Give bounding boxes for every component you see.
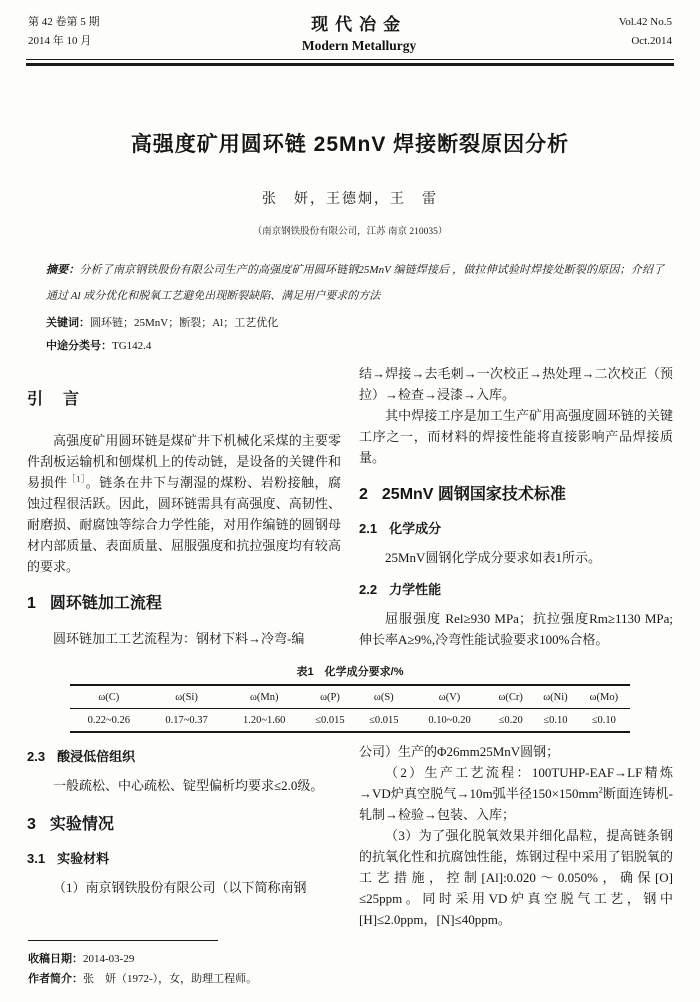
right-column-lower <box>359 741 673 930</box>
materials-item-1-paragraph: （1）南京钢铁股份有限公司（以下简称南钢 <box>53 880 307 895</box>
section-2-2-paragraph: 屈服强度 Rel≥930 MPa；抗拉强度Rm≥1130 MPa;伸长率A≥9%,冷弯性能试验要求100%合格。 <box>359 611 673 647</box>
section-2-3-heading <box>27 747 341 766</box>
volume-number-line: Vol.42 No.5 <box>618 16 672 28</box>
intro-text-a: 高强度矿用圆环链是煤矿井下机械化采煤的主要零件刮板运输机和刨煤机上的传动链，是设备的关键件和易损件 <box>27 433 341 490</box>
issue-date-line: 2014 年 10 月 <box>28 35 92 47</box>
section-1-heading <box>27 593 341 615</box>
intro-paragraph <box>27 430 341 577</box>
materials-item-2-paragraph <box>359 762 673 825</box>
section-2-1-title: 化学成分 <box>389 521 442 536</box>
header-double-rule <box>26 59 674 66</box>
footnote-rule <box>28 940 218 941</box>
journal-header <box>0 0 700 57</box>
table-value-cell: 0.22~0.26 <box>87 715 131 726</box>
table-value-cell: 0.10~0.20 <box>428 715 471 726</box>
table-header-cell: ω(Ni) <box>533 685 578 709</box>
section-2-3-number: 2.3 <box>27 749 46 764</box>
section-3-1-title: 实验材料 <box>57 851 110 866</box>
abstract-block <box>46 257 664 355</box>
author-bio-line <box>28 969 672 989</box>
table-value-cell: ≤0.10 <box>543 715 568 726</box>
keywords-label: 关键词： <box>46 317 90 329</box>
author-bio-value: 张 妍（1972-），女，助理工程师。 <box>83 973 258 985</box>
columns-lower <box>0 741 700 930</box>
materials-item-2-text-a: （2）生产工艺流程：100TUHP-EAF→LF精炼→VD炉真空脱气→10m弧半径150×150mm <box>359 765 673 801</box>
section-2-number: 2 <box>359 486 368 503</box>
table-value-cell: ≤0.015 <box>315 715 345 726</box>
chemical-composition-table <box>70 684 630 733</box>
volume-date-line: Oct.2014 <box>631 35 672 47</box>
page-footer <box>0 940 700 989</box>
table-header-cell: ω(C) <box>70 685 148 709</box>
table-value-cell: ≤0.20 <box>498 715 523 726</box>
left-column-upper <box>27 363 341 650</box>
journal-title-cn: 现代冶金 <box>311 15 408 34</box>
table-value-cell: ≤0.10 <box>591 715 616 726</box>
materials-item-2-text-b: 断面连铸机-轧制→检验→包装、入库； <box>359 786 673 822</box>
section-2-2-heading <box>359 580 673 599</box>
section-1-title: 圆环链加工流程 <box>49 595 162 612</box>
table-header-cell: ω(S) <box>357 685 411 709</box>
received-date-line <box>28 949 672 969</box>
affiliation-line: （南京钢铁股份有限公司，江苏 南京 210035） <box>252 227 448 237</box>
intro-heading: 引 言 <box>27 391 82 408</box>
left-column-lower <box>27 741 341 930</box>
table-value-cell: 1.20~1.60 <box>243 715 286 726</box>
section-2-3-paragraph: 一般疏松、中心疏松、锭型偏析均要求≤2.0级。 <box>53 778 324 793</box>
table-row <box>70 709 630 733</box>
journal-title-en: Modern Metallurgy <box>301 38 417 53</box>
abstract-text: 分析了南京钢铁股份有限公司生产的高强度矿用圆环链钢25MnV 编链焊接后 ，做拉伸试验时焊接处断裂的原因；介绍了通过 Al 成分优化和脱氧工艺避免出现断裂缺陷、满足用户要求的方法 <box>46 264 665 302</box>
section-2-title: 25MnV 圆钢国家技术标准 <box>381 486 566 503</box>
table-header-cell: ω(V) <box>411 685 489 709</box>
authors-line: 张 妍，王德炯，王 雷 <box>262 192 438 207</box>
clc-line <box>46 337 664 355</box>
section-2-2-number: 2.2 <box>359 582 378 597</box>
clc-label: 中途分类号： <box>46 340 112 352</box>
abstract-paragraph <box>46 257 664 309</box>
section-3-1-heading <box>27 849 341 868</box>
issue-volume-line: 第 42 卷第 5 期 <box>28 16 100 28</box>
table-1-caption: 表1 化学成分要求/% <box>296 666 404 678</box>
table-header-cell: ω(P) <box>303 685 357 709</box>
journal-masthead <box>302 10 416 54</box>
table-header-row <box>70 685 630 709</box>
section-2-1-paragraph: 25MnV圆钢化学成分要求如表1所示。 <box>385 550 601 565</box>
materials-item-3-paragraph: （3）为了强化脱氧效果并细化晶粒，提高链条钢的抗氧化性和抗腐蚀性能，炼钢过程中采用了铝脱氧的工艺措施，控制[Al]:0.020～0.050%，确保[O] ≤25ppm。同时采用VD炉真空脱气工艺，钢中[H]≤2.0ppm，[N]≤40ppm。 <box>359 828 673 927</box>
section-2-1-number: 2.1 <box>359 521 378 536</box>
abstract-label: 摘要： <box>46 264 80 276</box>
article-title: 高强度矿用圆环链 25MnV 焊接断裂原因分析 <box>130 133 570 156</box>
keywords-line <box>46 314 664 332</box>
table-header-cell: ω(Si) <box>148 685 226 709</box>
welding-importance-paragraph: 其中焊接工序是加工生产矿用高强度圆环链的关键工序之一，而材料的焊接性能将直接影响产品焊接质量。 <box>359 408 673 465</box>
reference-marker-1: ［1］ <box>67 473 86 484</box>
materials-item-1-continuation: 公司）生产的Φ26mm25MnV圆钢； <box>359 744 560 759</box>
clc-value: TG142.4 <box>112 340 152 352</box>
issue-info <box>28 13 100 51</box>
table-header-cell: ω(Mn) <box>225 685 303 709</box>
intro-text-b: 。链条在井下与潮湿的煤粉、岩粉接触，腐蚀过程很活跃。因此，圆环链需具有高强度、高韧性、耐磨损、耐腐蚀等综合力学性能，对用作编链的圆钢母材内部质量、表面质量、屈服强度和抗拉强度均有较高的要求。 <box>27 475 341 574</box>
superscript-2: 2 <box>598 784 603 795</box>
columns-upper <box>0 363 700 650</box>
section-2-3-title: 酸浸低倍组织 <box>57 749 136 764</box>
section-2-1-heading <box>359 519 673 538</box>
volume-info <box>619 13 672 51</box>
section-1-paragraph: 圆环链加工工艺流程为：钢材下料→冷弯-编 <box>53 631 305 646</box>
section-3-heading <box>27 814 341 836</box>
table-value-cell: 0.17~0.37 <box>165 715 208 726</box>
table-header-cell: ω(Mo) <box>578 685 630 709</box>
section-2-2-title: 力学性能 <box>389 582 442 597</box>
section-2-heading <box>359 484 673 506</box>
received-date-label: 收稿日期： <box>28 953 83 965</box>
table-value-cell: ≤0.015 <box>369 715 399 726</box>
section-3-1-number: 3.1 <box>27 851 46 866</box>
right-column-upper <box>359 363 673 650</box>
received-date-value: 2014-03-29 <box>83 953 135 965</box>
section-3-title: 实验情况 <box>49 816 114 833</box>
process-flow-continuation: 结→焊接→去毛刺→一次校正→热处理→二次校正（预拉）→检查→浸漆→入库。 <box>359 366 673 402</box>
author-bio-label: 作者简介： <box>28 973 83 985</box>
section-1-number: 1 <box>27 595 36 612</box>
section-3-number: 3 <box>27 816 36 833</box>
keywords-text: 圆环链；25MnV；断裂；Al；工艺优化 <box>90 317 279 329</box>
table-header-cell: ω(Cr) <box>488 685 533 709</box>
